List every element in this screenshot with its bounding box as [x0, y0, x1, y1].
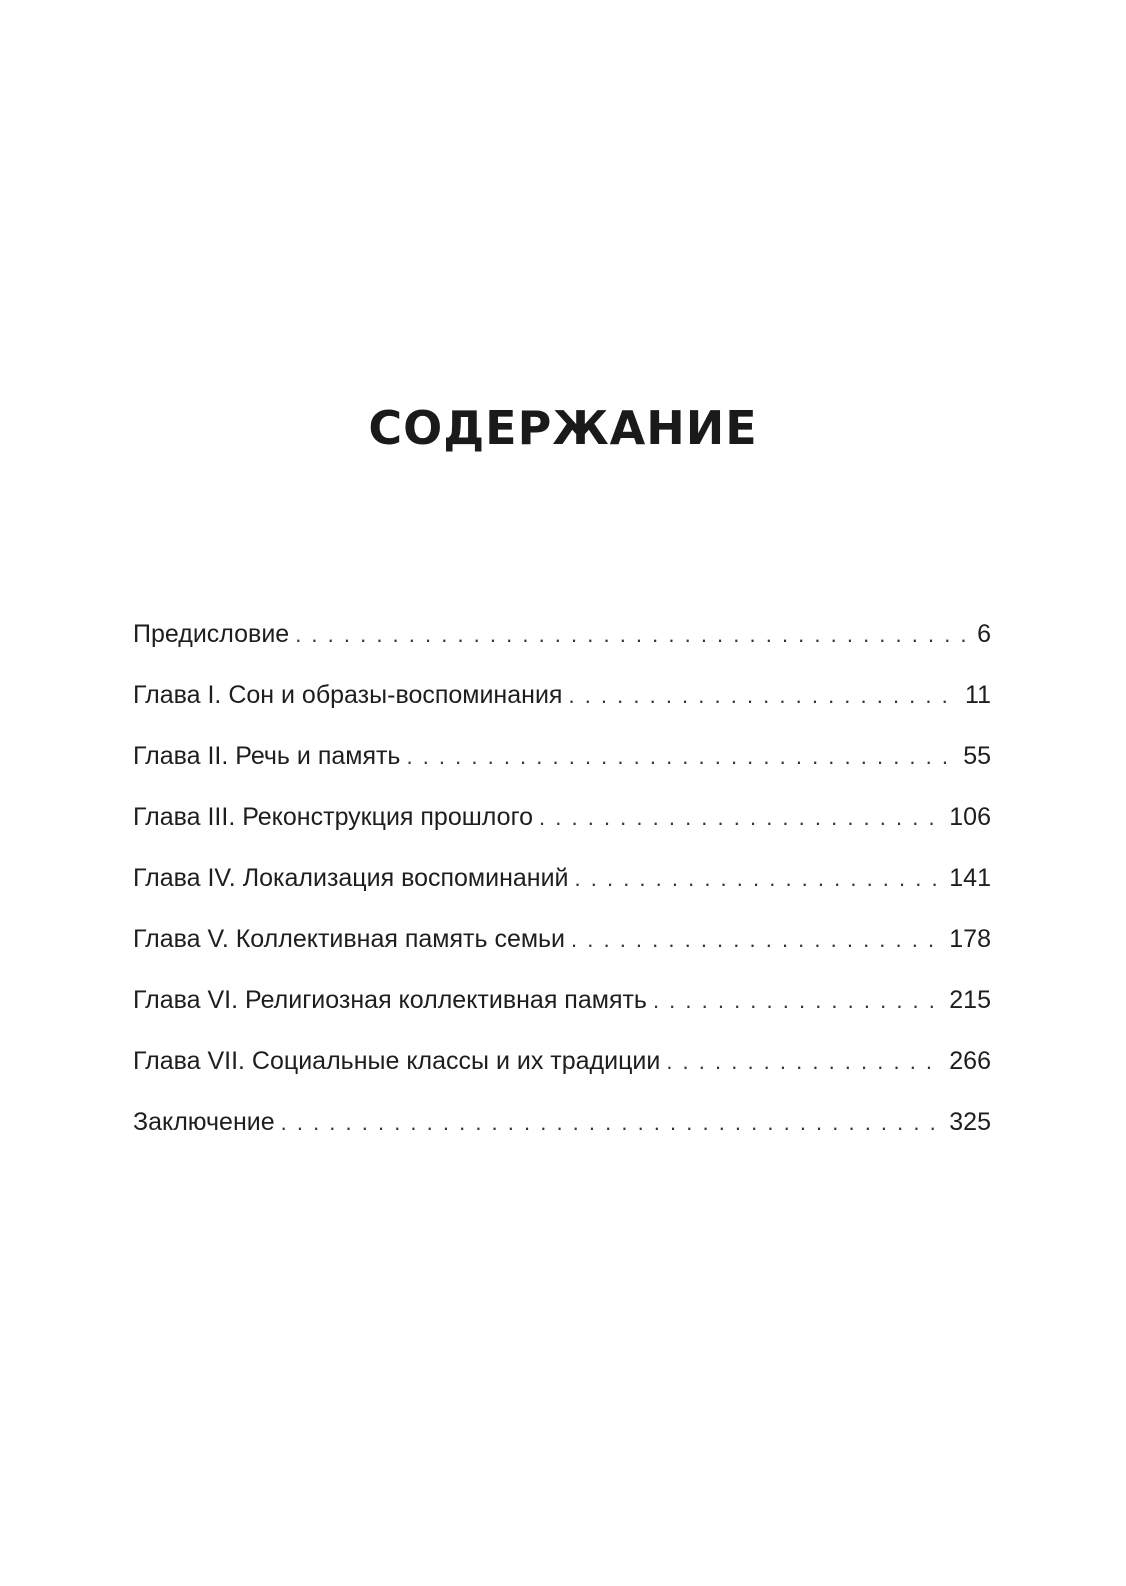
toc-entry-preface	[133, 612, 991, 673]
toc-entry-label: Глава VI. Религиозная коллективная память	[133, 986, 647, 1014]
toc-entry-chapter-3	[133, 795, 991, 856]
toc-entry-label: Заключение	[133, 1108, 275, 1136]
toc-entry-label: Глава VII. Социальные классы и их традиции	[133, 1047, 661, 1075]
toc-entry-label: Глава IV. Локализация воспоминаний	[133, 864, 569, 892]
toc-entry-label: Глава V. Коллективная память семьи	[133, 925, 566, 953]
toc-entry-chapter-7	[133, 1039, 991, 1100]
dot-leader	[666, 1040, 943, 1084]
dot-leader	[571, 918, 943, 962]
toc-entry-label: Глава II. Речь и память	[133, 742, 401, 770]
toc-entry-chapter-4	[133, 856, 991, 917]
toc-entry-page: 6	[977, 620, 991, 648]
dot-leader	[575, 857, 944, 901]
toc-entry-conclusion	[133, 1100, 991, 1161]
toc-entry-page: 215	[949, 986, 991, 1014]
toc-entry-page: 55	[963, 742, 991, 770]
dot-leader	[295, 613, 971, 657]
dot-leader	[406, 735, 957, 779]
toc-entry-chapter-5	[133, 917, 991, 978]
page-title: СОДЕРЖАНИЕ	[368, 401, 758, 455]
toc-entry-chapter-1	[133, 673, 991, 734]
table-of-contents	[133, 612, 991, 1161]
toc-entry-label: Глава III. Реконструкция прошлого	[133, 803, 534, 831]
toc-entry-label: Предисловие	[133, 620, 290, 648]
toc-entry-chapter-2	[133, 734, 991, 795]
toc-entry-label: Глава I. Сон и образы-воспоминания	[133, 681, 563, 709]
toc-entry-page: 178	[949, 925, 991, 953]
toc-entry-page: 141	[949, 864, 991, 892]
toc-entry-chapter-6	[133, 978, 991, 1039]
dot-leader	[281, 1101, 944, 1145]
toc-entry-page: 325	[949, 1108, 991, 1136]
dot-leader	[568, 674, 959, 718]
toc-entry-page: 266	[949, 1047, 991, 1075]
toc-entry-page: 11	[965, 681, 991, 709]
dot-leader	[539, 796, 943, 840]
toc-entry-page: 106	[949, 803, 991, 831]
dot-leader	[653, 979, 943, 1023]
